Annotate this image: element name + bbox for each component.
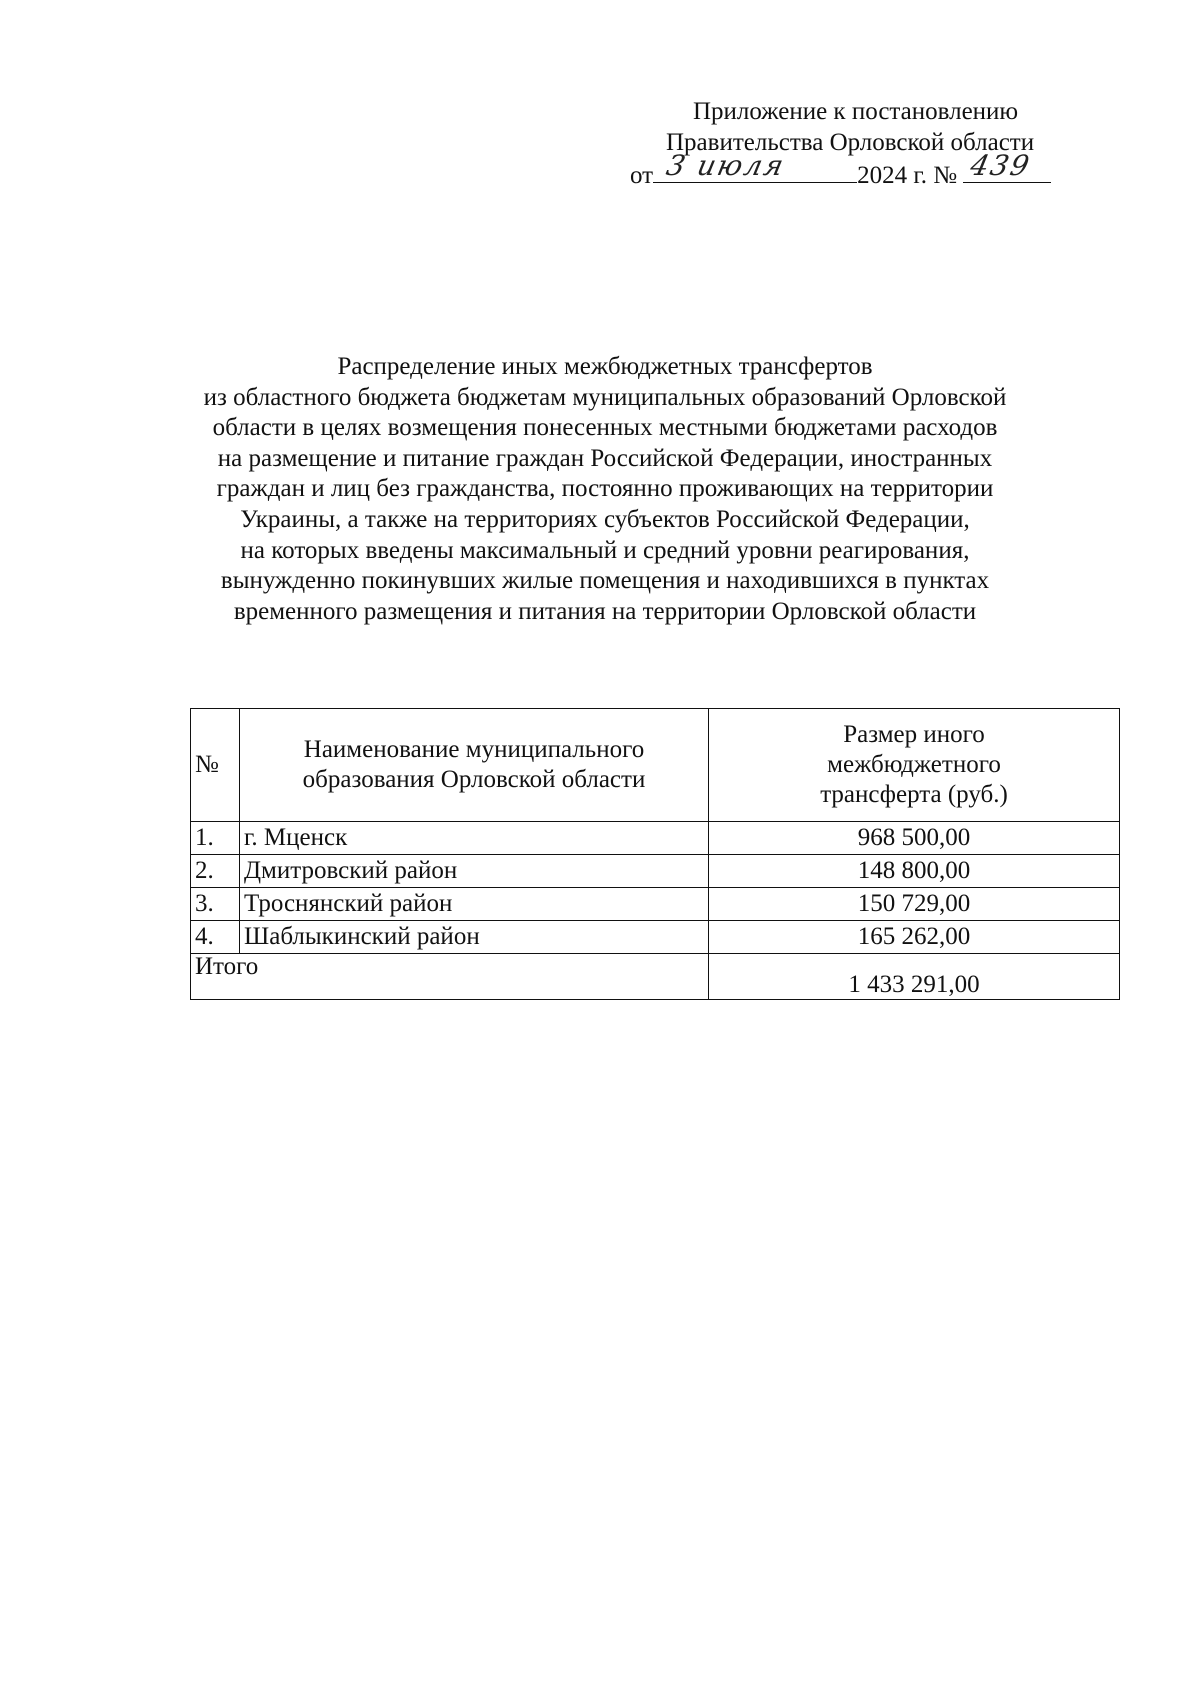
year-number-label: 2024 г. № <box>857 162 958 189</box>
number-blank <box>963 149 1051 183</box>
table-row <box>191 855 1120 888</box>
table-row <box>191 921 1120 954</box>
date-blank <box>653 149 857 183</box>
title-line: граждан и лиц без гражданства, постоянно проживающих на территории <box>216 475 994 503</box>
total-amount: 1 433 291,00 <box>709 954 1120 1000</box>
municipality-name: Дмитровский район <box>240 855 709 888</box>
date-prefix: от <box>630 162 654 189</box>
header-amount <box>709 709 1120 822</box>
handwritten-number: 439 <box>967 149 1035 182</box>
title-line: вынужденно покинувших жилые помещения и находившихся в пунктах <box>220 567 990 595</box>
table-total-row <box>191 954 1120 1000</box>
annex-line-2: Правительства Орловской области <box>666 129 1035 156</box>
title-line: на размещение и питание граждан Российской Федерации, иностранных <box>217 444 993 472</box>
header-name-line: Наименование муниципального <box>303 736 645 763</box>
header-amount-line: Размер иного <box>843 721 985 748</box>
municipality-name: Шаблыкинский район <box>240 921 709 954</box>
table-row <box>191 888 1120 921</box>
title-line: временного размещения и питания на территории Орловской области <box>233 597 977 625</box>
row-number: 4. <box>191 921 240 954</box>
title-line: Распределение иных межбюджетных трансфертов <box>337 353 873 380</box>
annex-line-1: Приложение к постановлению <box>693 98 1019 125</box>
municipality-name: г. Мценск <box>240 822 709 855</box>
annex-date-line <box>630 149 1051 191</box>
handwritten-date: 3 июля <box>663 149 789 182</box>
row-number: 2. <box>191 855 240 888</box>
row-number: 1. <box>191 822 240 855</box>
header-no: № <box>191 709 240 822</box>
header-name <box>240 709 709 822</box>
transfer-amount: 150 729,00 <box>709 888 1120 921</box>
municipality-name: Троснянский район <box>240 888 709 921</box>
table-header-row <box>191 709 1120 822</box>
transfers-table <box>190 708 1120 1000</box>
title-line: области в целях возмещения понесенных местными бюджетами расходов <box>212 414 998 442</box>
header-name-line: образования Орловской области <box>302 766 646 793</box>
total-label: Итого <box>191 954 709 1000</box>
table-row <box>191 822 1120 855</box>
title-line: из областного бюджета бюджетам муниципальных образований Орловской <box>203 383 1007 411</box>
header-amount-line: трансферта (руб.) <box>820 781 1008 808</box>
document-title <box>130 352 1080 627</box>
transfer-amount: 968 500,00 <box>709 822 1120 855</box>
title-line: на которых введены максимальный и средний уровни реагирования, <box>240 536 970 564</box>
transfer-amount: 148 800,00 <box>709 855 1120 888</box>
title-line: Украины, а также на территориях субъектов Российской Федерации, <box>240 505 970 533</box>
transfer-amount: 165 262,00 <box>709 921 1120 954</box>
header-amount-line: межбюджетного <box>827 751 1001 778</box>
row-number: 3. <box>191 888 240 921</box>
